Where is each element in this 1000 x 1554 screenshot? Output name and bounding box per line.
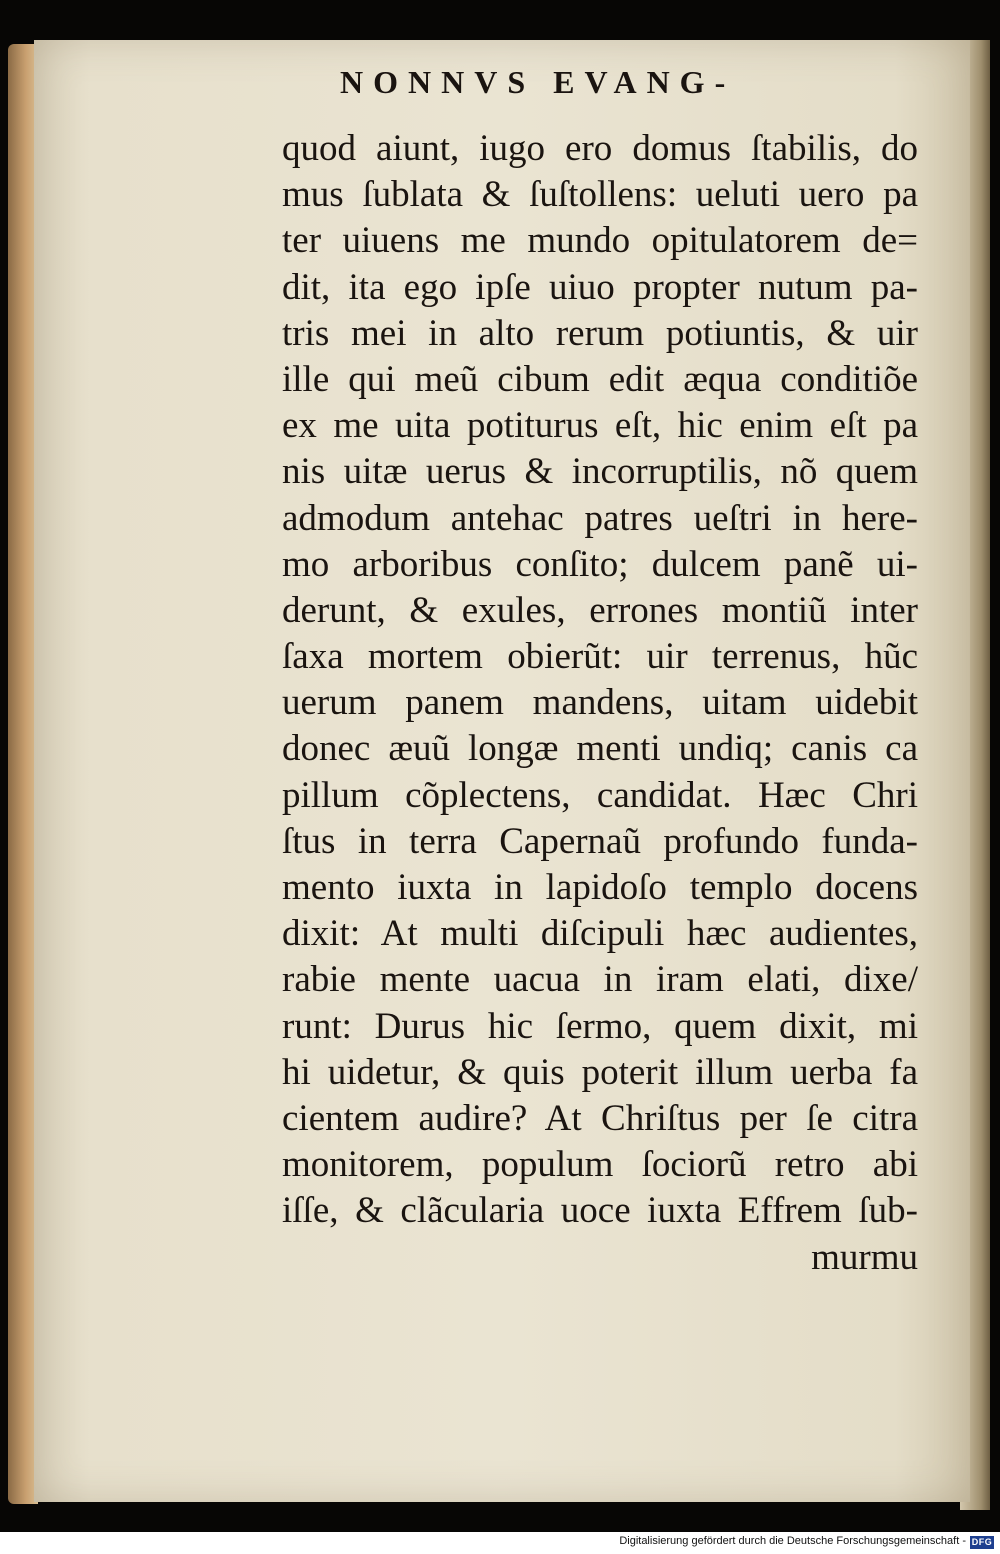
dfg-logo-icon: DFG bbox=[971, 1537, 993, 1547]
text-line: monitorem, populum ſociorũ retro abi bbox=[282, 1144, 918, 1186]
text-line: admodum antehac patres ueſtri in here- bbox=[282, 497, 918, 539]
text-line: derunt, & exules, errones montiũ inter bbox=[282, 589, 918, 631]
text-line: ter uiuens me mundo opitulatorem de= bbox=[282, 220, 918, 262]
running-head: NONNVS EVANG- bbox=[340, 64, 736, 100]
body-text bbox=[282, 126, 918, 1281]
text-line: dit, ita ego ipſe uiuo propter nutum pa- bbox=[282, 266, 918, 308]
text-line: dixit: At multi diſcipuli hæc audientes, bbox=[282, 913, 918, 955]
catchword: murmu bbox=[811, 1236, 918, 1278]
text-line: donec æuũ longæ menti undiq; canis ca bbox=[282, 728, 918, 770]
text-line: mento iuxta in lapidoſo templo docens bbox=[282, 867, 918, 908]
text-line: rabie mente uacua in iram elati, dixe/ bbox=[282, 959, 918, 1001]
text-line: nis uitæ uerus & incorruptilis, nõ quem bbox=[282, 451, 918, 493]
text-line: iſſe, & clãcularia uoce iuxta Effrem ſub- bbox=[282, 1190, 918, 1232]
text-line: quod aiunt, iugo ero domus ſtabilis, do bbox=[282, 128, 918, 169]
text-line: hi uidetur, & quis poterit illum uerba fa bbox=[282, 1051, 918, 1093]
text-line: tris mei in alto rerum potiuntis, & uir bbox=[282, 312, 918, 354]
text-line: cientem audire? At Chriſtus per ſe citra bbox=[282, 1097, 918, 1139]
text-line: ex me uita potiturus eſt, hic enim eſt pa bbox=[282, 405, 918, 447]
text-line: ſaxa mortem obierũt: uir terrenus, hũc bbox=[282, 636, 918, 678]
text-line: runt: Durus hic ſermo, quem dixit, mi bbox=[282, 1005, 918, 1047]
digitization-credit: Digitalisierung gefördert durch die Deutsche Forschungsgemeinschaft - bbox=[619, 1535, 966, 1547]
text-line: ille qui meũ cibum edit æqua conditiõe bbox=[282, 358, 918, 400]
text-line: pillum cõplectens, candidat. Hæc Chri bbox=[282, 774, 918, 816]
text-line: mo arboribus conſito; dulcem panẽ ui- bbox=[282, 543, 918, 585]
text-line: ſtus in terra Capernaũ profundo funda- bbox=[282, 820, 918, 862]
text-line: mus ſublata & ſuſtollens: ueluti uero pa bbox=[282, 174, 918, 216]
text-line: uerum panem mandens, uitam uidebit bbox=[282, 682, 918, 724]
